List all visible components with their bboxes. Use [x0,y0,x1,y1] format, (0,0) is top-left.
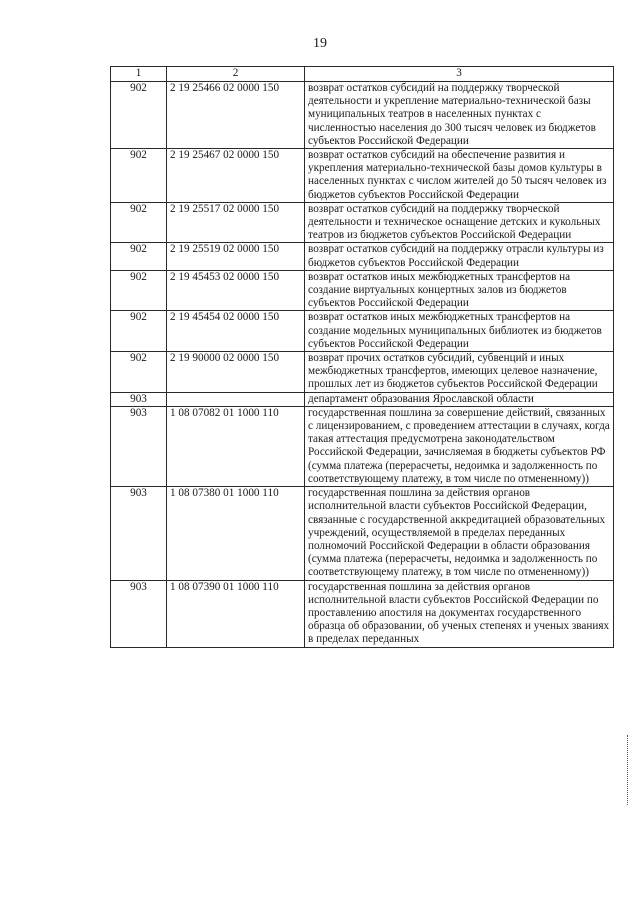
table-row [111,202,614,243]
budget-code-cell: 2 19 25467 02 0000 150 [167,149,305,203]
table-row [111,270,614,311]
description-cell: департамент образования Ярославской области [305,392,614,406]
budget-codes-table [110,66,614,648]
description-cell: государственная пошлина за совершение действий, связанных с лицензированием, с проведением аттестации в случаях, когда такая аттестация предусмотрена законодательством Российской Федерации, зачисляемая в бюджеты субъектов РФ (сумма платежа (перерасчеты, недоимка и задолженность по соответствующему платежу, в том числе по отмененному)) [305,406,614,486]
description-cell: государственная пошлина за действия органов исполнительной власти субъектов Российской Федерации по проставлению апостиля на документах государственного образца об образовании, об ученых степенях и ученых званиях в пределах переданных [305,580,614,647]
admin-code-cell: 902 [111,202,167,243]
admin-code-cell: 903 [111,487,167,580]
admin-code-cell: 902 [111,352,167,393]
column-header-1: 1 [111,67,167,82]
budget-code-cell [167,392,305,406]
admin-code-cell: 902 [111,270,167,311]
admin-code-cell: 902 [111,311,167,352]
description-cell: возврат остатков субсидий на поддержку творческой деятельности и техническое оснащение детских и кукольных театров из бюджетов субъектов Российской Федерации [305,202,614,243]
budget-code-cell: 2 19 25519 02 0000 150 [167,243,305,270]
budget-code-cell: 2 19 90000 02 0000 150 [167,352,305,393]
column-header-2: 2 [167,67,305,82]
table-row [111,311,614,352]
admin-code-cell: 902 [111,149,167,203]
table-row [111,352,614,393]
budget-code-cell: 1 08 07390 01 1000 110 [167,580,305,647]
description-cell: возврат остатков субсидий на поддержку творческой деятельности и укрепление материально-технической базы муниципальных театров в населенных пунктах с численностью населения до 300 тысяч человек из бюджетов субъектов Российской Федерации [305,82,614,149]
admin-code-cell: 902 [111,82,167,149]
table-row [111,82,614,149]
scan-margin-mark [627,735,630,805]
admin-code-cell: 902 [111,243,167,270]
table-row [111,243,614,270]
admin-code-cell: 903 [111,580,167,647]
table-row [111,149,614,203]
table-row [111,406,614,486]
description-cell: возврат остатков субсидий на обеспечение развития и укрепления материально-технической базы домов культуры в населенных пунктах с числом жителей до 50 тысяч человек из бюджетов субъектов Российской Федерации [305,149,614,203]
description-cell: возврат остатков иных межбюджетных трансфертов на создание модельных муниципальных библиотек из бюджетов субъектов Российской Федерации [305,311,614,352]
admin-code-cell: 903 [111,392,167,406]
budget-code-cell: 2 19 45454 02 0000 150 [167,311,305,352]
column-header-3: 3 [305,67,614,82]
description-cell: возврат остатков субсидий на поддержку отрасли культуры из бюджетов субъектов Российской Федерации [305,243,614,270]
description-cell: возврат остатков иных межбюджетных трансфертов на создание виртуальных концертных залов из бюджетов субъектов Российской Федерации [305,270,614,311]
description-cell: государственная пошлина за действия органов исполнительной власти субъектов Российской Федерации, связанные с государственной аккредитацией образовательных учреждений, осуществляемой в пределах переданных полномочий Российской Федерации в области образования (сумма платежа (перерасчеты, недоимка и задолженность по соответствующему платежу, в том числе по отмененному)) [305,487,614,580]
budget-code-cell: 1 08 07380 01 1000 110 [167,487,305,580]
budget-code-cell: 2 19 45453 02 0000 150 [167,270,305,311]
table-row [111,580,614,647]
budget-code-cell: 1 08 07082 01 1000 110 [167,406,305,486]
description-cell: возврат прочих остатков субсидий, субвенций и иных межбюджетных трансфертов, имеющих целевое назначение, прошлых лет из бюджетов субъектов Российской Федерации [305,352,614,393]
table-row [111,392,614,406]
budget-code-cell: 2 19 25466 02 0000 150 [167,82,305,149]
table-row [111,487,614,580]
table-header-row [111,67,614,82]
page-number: 19 [313,36,327,51]
admin-code-cell: 903 [111,406,167,486]
budget-code-cell: 2 19 25517 02 0000 150 [167,202,305,243]
